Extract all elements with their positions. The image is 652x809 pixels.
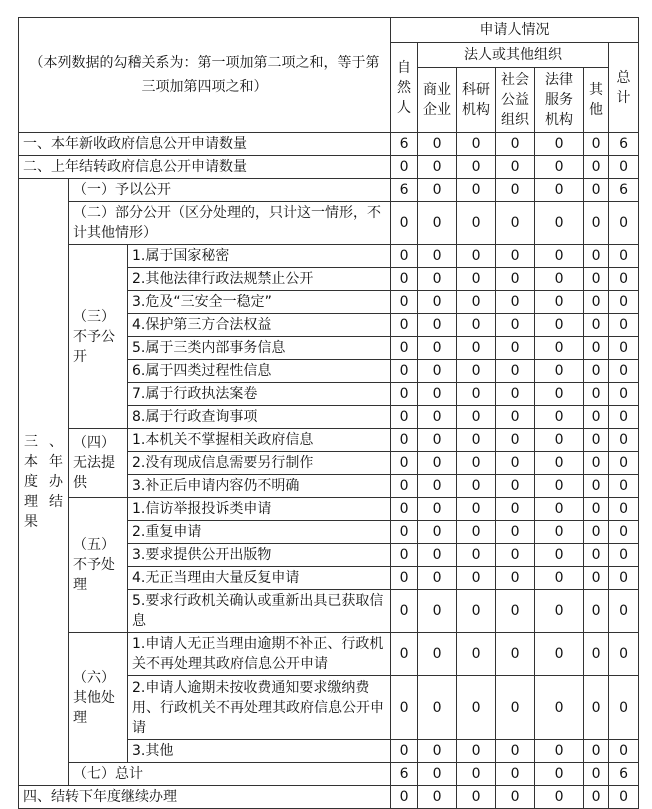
value-cell: 0 bbox=[391, 268, 418, 291]
value-cell: 0 bbox=[496, 633, 535, 676]
value-cell: 0 bbox=[609, 337, 639, 360]
label-g5-item-2: 2.重复申请 bbox=[128, 521, 391, 544]
value-cell: 0 bbox=[609, 521, 639, 544]
label-g5-group: （五）不予处理 bbox=[69, 498, 128, 633]
value-cell: 0 bbox=[391, 498, 418, 521]
value-cell: 0 bbox=[535, 740, 584, 763]
disclosure-request-table bbox=[18, 17, 639, 809]
value-cell: 0 bbox=[418, 156, 457, 179]
value-cell: 0 bbox=[535, 498, 584, 521]
value-cell: 0 bbox=[584, 521, 609, 544]
value-cell: 0 bbox=[535, 544, 584, 567]
value-cell: 0 bbox=[418, 383, 457, 406]
label-g2: （二）部分公开（区分处理的，只计这一情形，不计其他情形） bbox=[69, 202, 391, 245]
value-cell: 0 bbox=[535, 133, 584, 156]
value-cell: 0 bbox=[391, 786, 418, 809]
value-cell: 0 bbox=[584, 590, 609, 633]
label-new-received: 一、本年新收政府信息公开申请数量 bbox=[19, 133, 391, 156]
label-g4-item-3: 3.补正后申请内容仍不明确 bbox=[128, 475, 391, 498]
value-cell: 0 bbox=[418, 337, 457, 360]
value-cell: 0 bbox=[457, 498, 496, 521]
value-cell: 0 bbox=[609, 202, 639, 245]
value-cell: 0 bbox=[457, 521, 496, 544]
value-cell: 0 bbox=[496, 521, 535, 544]
header-legal-service-org bbox=[535, 68, 584, 133]
value-cell: 0 bbox=[496, 763, 535, 786]
label-g3-group: （三）不予公开 bbox=[69, 245, 128, 429]
value-cell: 0 bbox=[609, 633, 639, 676]
value-cell: 0 bbox=[391, 452, 418, 475]
value-cell: 0 bbox=[457, 633, 496, 676]
label-g6-item-2: 2.申请人逾期未按收费通知要求缴纳费用、行政机关不再处理其政府信息公开申请 bbox=[128, 676, 391, 740]
label-carry-to-next: 四、结转下年度继续办理 bbox=[19, 786, 391, 809]
value-cell: 0 bbox=[609, 786, 639, 809]
value-cell: 0 bbox=[418, 202, 457, 245]
value-cell: 0 bbox=[418, 452, 457, 475]
value-cell: 0 bbox=[535, 475, 584, 498]
value-cell: 0 bbox=[418, 590, 457, 633]
value-cell: 0 bbox=[535, 314, 584, 337]
value-cell: 0 bbox=[418, 763, 457, 786]
value-cell: 0 bbox=[584, 676, 609, 740]
value-cell: 0 bbox=[609, 544, 639, 567]
value-cell: 0 bbox=[457, 452, 496, 475]
value-cell: 0 bbox=[391, 245, 418, 268]
value-cell: 0 bbox=[457, 590, 496, 633]
value-cell: 0 bbox=[535, 245, 584, 268]
value-cell: 0 bbox=[418, 676, 457, 740]
value-cell: 0 bbox=[584, 337, 609, 360]
value-cell: 0 bbox=[535, 291, 584, 314]
value-cell: 0 bbox=[584, 360, 609, 383]
label-g6-group: （六）其他处理 bbox=[69, 633, 128, 763]
label-carried-from-prev: 二、上年结转政府信息公开申请数量 bbox=[19, 156, 391, 179]
value-cell: 0 bbox=[535, 676, 584, 740]
value-cell: 0 bbox=[584, 633, 609, 676]
label-g3-item-7: 7.属于行政执法案卷 bbox=[128, 383, 391, 406]
value-cell: 0 bbox=[418, 360, 457, 383]
value-cell: 0 bbox=[535, 406, 584, 429]
value-cell: 0 bbox=[535, 337, 584, 360]
value-cell: 0 bbox=[496, 179, 535, 202]
social-welfare-org-label: 社会公益组织 bbox=[501, 72, 530, 128]
header-legal-org: 法人或其他组织 bbox=[418, 43, 609, 68]
value-cell: 0 bbox=[535, 429, 584, 452]
value-cell: 0 bbox=[535, 567, 584, 590]
value-cell: 0 bbox=[584, 406, 609, 429]
value-cell: 0 bbox=[584, 314, 609, 337]
value-cell: 0 bbox=[418, 406, 457, 429]
value-cell: 0 bbox=[496, 498, 535, 521]
value-cell: 0 bbox=[457, 133, 496, 156]
value-cell: 6 bbox=[609, 763, 639, 786]
value-cell: 0 bbox=[609, 676, 639, 740]
value-cell: 0 bbox=[609, 452, 639, 475]
value-cell: 0 bbox=[418, 521, 457, 544]
value-cell: 0 bbox=[584, 452, 609, 475]
value-cell: 0 bbox=[457, 475, 496, 498]
value-cell: 0 bbox=[496, 786, 535, 809]
header-research-institution bbox=[457, 68, 496, 133]
value-cell: 0 bbox=[418, 498, 457, 521]
label-g3-item-4: 4.保护第三方合法权益 bbox=[128, 314, 391, 337]
value-cell: 0 bbox=[457, 245, 496, 268]
label-g7-total: （七）总计 bbox=[69, 763, 391, 786]
value-cell: 0 bbox=[496, 202, 535, 245]
value-cell: 0 bbox=[496, 245, 535, 268]
value-cell: 0 bbox=[496, 268, 535, 291]
value-cell: 0 bbox=[584, 567, 609, 590]
value-cell: 0 bbox=[496, 314, 535, 337]
total-label: 总计 bbox=[616, 69, 631, 106]
value-cell: 0 bbox=[496, 452, 535, 475]
header-applicant-status: 申请人情况 bbox=[391, 18, 639, 43]
value-cell: 0 bbox=[496, 156, 535, 179]
label-g3-item-2: 2.其他法律行政法规禁止公开 bbox=[128, 268, 391, 291]
value-cell: 0 bbox=[609, 314, 639, 337]
legal-service-org-label: 法律服务机构 bbox=[545, 72, 574, 128]
label-g3-item-5: 5.属于三类内部事务信息 bbox=[128, 337, 391, 360]
value-cell: 0 bbox=[535, 360, 584, 383]
value-cell: 0 bbox=[584, 202, 609, 245]
value-cell: 0 bbox=[496, 544, 535, 567]
header-natural-person bbox=[391, 43, 418, 133]
value-cell: 0 bbox=[418, 429, 457, 452]
value-cell: 0 bbox=[391, 360, 418, 383]
value-cell: 6 bbox=[609, 133, 639, 156]
header-commercial-enterprise bbox=[418, 68, 457, 133]
value-cell: 0 bbox=[457, 383, 496, 406]
value-cell: 0 bbox=[496, 676, 535, 740]
label-g4-item-2: 2.没有现成信息需要另行制作 bbox=[128, 452, 391, 475]
header-social-welfare-org bbox=[496, 68, 535, 133]
value-cell: 0 bbox=[609, 360, 639, 383]
value-cell: 0 bbox=[584, 544, 609, 567]
value-cell: 0 bbox=[584, 133, 609, 156]
value-cell: 0 bbox=[609, 740, 639, 763]
value-cell: 0 bbox=[418, 740, 457, 763]
value-cell: 0 bbox=[584, 429, 609, 452]
value-cell: 0 bbox=[391, 337, 418, 360]
label-g3-item-1: 1.属于国家秘密 bbox=[128, 245, 391, 268]
value-cell: 0 bbox=[418, 786, 457, 809]
value-cell: 0 bbox=[457, 544, 496, 567]
natural-person-label: 自然人 bbox=[397, 59, 412, 116]
value-cell: 0 bbox=[457, 786, 496, 809]
value-cell: 0 bbox=[496, 291, 535, 314]
label-g6-item-3: 3.其他 bbox=[128, 740, 391, 763]
value-cell: 0 bbox=[584, 291, 609, 314]
value-cell: 0 bbox=[535, 786, 584, 809]
value-cell: 0 bbox=[584, 156, 609, 179]
value-cell: 0 bbox=[457, 337, 496, 360]
value-cell: 0 bbox=[457, 179, 496, 202]
value-cell: 0 bbox=[609, 268, 639, 291]
value-cell: 0 bbox=[609, 406, 639, 429]
value-cell: 0 bbox=[391, 156, 418, 179]
value-cell: 0 bbox=[418, 544, 457, 567]
value-cell: 0 bbox=[535, 763, 584, 786]
reconciliation-note: （本列数据的勾稽关系为：第一项加第二项之和，等于第三项加第四项之和） bbox=[19, 18, 391, 133]
value-cell: 6 bbox=[391, 763, 418, 786]
value-cell: 0 bbox=[535, 452, 584, 475]
value-cell: 0 bbox=[535, 179, 584, 202]
value-cell: 0 bbox=[418, 133, 457, 156]
value-cell: 0 bbox=[584, 763, 609, 786]
label-g5-item-3: 3.要求提供公开出版物 bbox=[128, 544, 391, 567]
value-cell: 0 bbox=[457, 406, 496, 429]
value-cell: 0 bbox=[457, 314, 496, 337]
value-cell: 0 bbox=[418, 291, 457, 314]
value-cell: 0 bbox=[496, 475, 535, 498]
value-cell: 0 bbox=[496, 590, 535, 633]
value-cell: 0 bbox=[457, 740, 496, 763]
value-cell: 0 bbox=[391, 740, 418, 763]
label-g5-item-5: 5.要求行政机关确认或重新出具已获取信息 bbox=[128, 590, 391, 633]
value-cell: 0 bbox=[496, 133, 535, 156]
value-cell: 0 bbox=[418, 268, 457, 291]
value-cell: 6 bbox=[391, 179, 418, 202]
value-cell: 0 bbox=[418, 245, 457, 268]
commercial-enterprise-label: 商业企业 bbox=[423, 82, 452, 118]
value-cell: 0 bbox=[496, 360, 535, 383]
value-cell: 0 bbox=[418, 179, 457, 202]
value-cell: 0 bbox=[584, 786, 609, 809]
value-cell: 0 bbox=[457, 763, 496, 786]
value-cell: 0 bbox=[584, 475, 609, 498]
value-cell: 0 bbox=[391, 567, 418, 590]
value-cell: 6 bbox=[391, 133, 418, 156]
value-cell: 0 bbox=[496, 740, 535, 763]
value-cell: 0 bbox=[418, 475, 457, 498]
value-cell: 0 bbox=[391, 475, 418, 498]
value-cell: 0 bbox=[584, 498, 609, 521]
value-cell: 0 bbox=[391, 676, 418, 740]
value-cell: 0 bbox=[391, 383, 418, 406]
label-g3-item-3: 3.危及“三安全一稳定” bbox=[128, 291, 391, 314]
value-cell: 0 bbox=[457, 202, 496, 245]
value-cell: 0 bbox=[391, 314, 418, 337]
value-cell: 0 bbox=[457, 676, 496, 740]
value-cell: 0 bbox=[496, 406, 535, 429]
value-cell: 0 bbox=[496, 429, 535, 452]
value-cell: 0 bbox=[391, 406, 418, 429]
value-cell: 6 bbox=[609, 179, 639, 202]
value-cell: 0 bbox=[457, 268, 496, 291]
value-cell: 0 bbox=[457, 429, 496, 452]
value-cell: 0 bbox=[584, 740, 609, 763]
value-cell: 0 bbox=[609, 498, 639, 521]
label-g5-item-4: 4.无正当理由大量反复申请 bbox=[128, 567, 391, 590]
value-cell: 0 bbox=[584, 245, 609, 268]
value-cell: 0 bbox=[391, 291, 418, 314]
value-cell: 0 bbox=[418, 633, 457, 676]
value-cell: 0 bbox=[535, 590, 584, 633]
value-cell: 0 bbox=[535, 268, 584, 291]
label-g3-item-8: 8.属于行政查询事项 bbox=[128, 406, 391, 429]
label-g5-item-1: 1.信访举报投诉类申请 bbox=[128, 498, 391, 521]
value-cell: 0 bbox=[609, 383, 639, 406]
value-cell: 0 bbox=[535, 156, 584, 179]
label-g4-group: （四）无法提供 bbox=[69, 429, 128, 498]
value-cell: 0 bbox=[584, 268, 609, 291]
label-results-section: 三、本年度办理结果 bbox=[19, 179, 69, 786]
value-cell: 0 bbox=[496, 567, 535, 590]
value-cell: 0 bbox=[391, 202, 418, 245]
label-g1: （一）予以公开 bbox=[69, 179, 391, 202]
label-g4-item-1: 1.本机关不掌握相关政府信息 bbox=[128, 429, 391, 452]
value-cell: 0 bbox=[609, 567, 639, 590]
value-cell: 0 bbox=[609, 156, 639, 179]
value-cell: 0 bbox=[391, 521, 418, 544]
header-other bbox=[584, 68, 609, 133]
value-cell: 0 bbox=[496, 337, 535, 360]
value-cell: 0 bbox=[418, 567, 457, 590]
value-cell: 0 bbox=[535, 202, 584, 245]
value-cell: 0 bbox=[609, 590, 639, 633]
value-cell: 0 bbox=[457, 360, 496, 383]
value-cell: 0 bbox=[609, 475, 639, 498]
label-g3-item-6: 6.属于四类过程性信息 bbox=[128, 360, 391, 383]
research-institution-label: 科研机构 bbox=[462, 82, 491, 118]
value-cell: 0 bbox=[457, 156, 496, 179]
value-cell: 0 bbox=[535, 383, 584, 406]
value-cell: 0 bbox=[391, 429, 418, 452]
value-cell: 0 bbox=[496, 383, 535, 406]
value-cell: 0 bbox=[457, 291, 496, 314]
value-cell: 0 bbox=[418, 314, 457, 337]
value-cell: 0 bbox=[457, 567, 496, 590]
value-cell: 0 bbox=[391, 633, 418, 676]
value-cell: 0 bbox=[391, 590, 418, 633]
value-cell: 0 bbox=[609, 429, 639, 452]
value-cell: 0 bbox=[609, 291, 639, 314]
value-cell: 0 bbox=[584, 179, 609, 202]
header-total bbox=[609, 43, 639, 133]
value-cell: 0 bbox=[535, 633, 584, 676]
value-cell: 0 bbox=[535, 521, 584, 544]
value-cell: 0 bbox=[391, 544, 418, 567]
value-cell: 0 bbox=[609, 245, 639, 268]
other-label: 其他 bbox=[589, 82, 604, 118]
label-g6-item-1: 1.申请人无正当理由逾期不补正、行政机关不再处理其政府信息公开申请 bbox=[128, 633, 391, 676]
value-cell: 0 bbox=[584, 383, 609, 406]
